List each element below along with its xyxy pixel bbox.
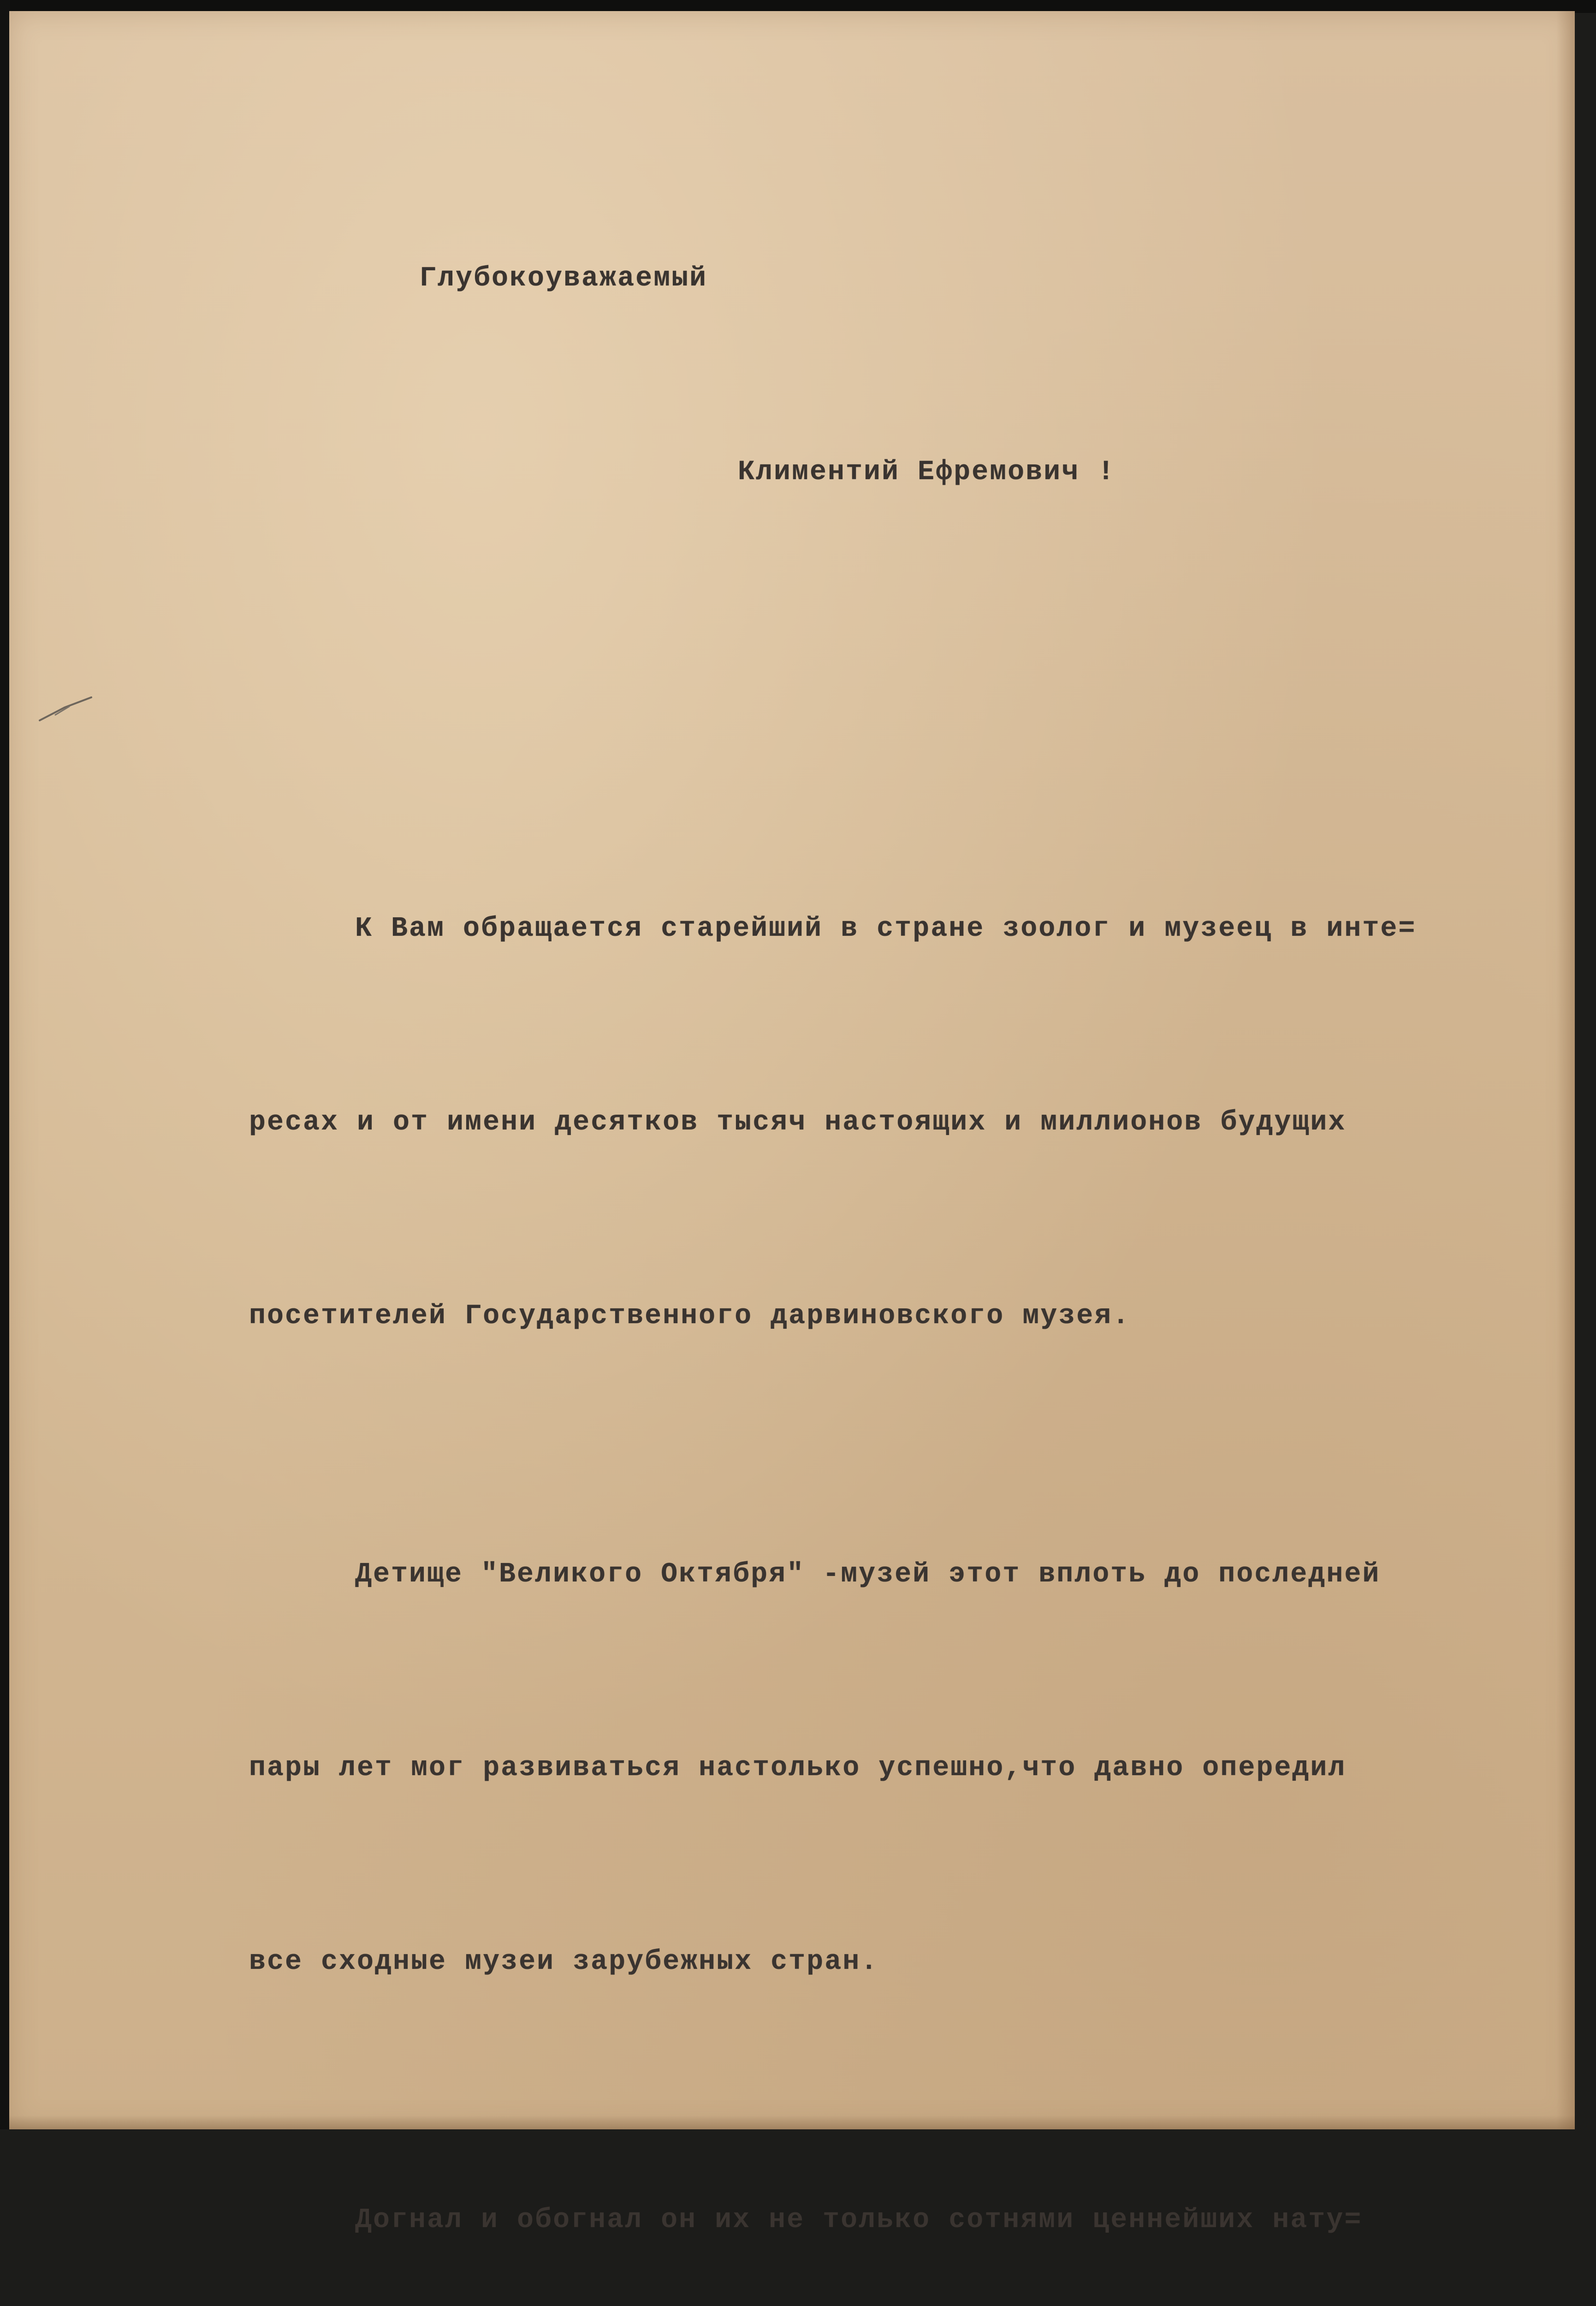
typewritten-page <box>9 11 1575 2236</box>
text-line: посетителей Государственного дарвиновского музея. <box>249 1301 1131 1332</box>
text-line: все сходные музеи зарубежных стран. <box>249 1946 879 1978</box>
letter-body <box>249 117 1540 2306</box>
text-line: Детище "Великого Октября" -музей этот вплоть до последней <box>355 1559 1381 1590</box>
pencil-margin-mark <box>37 689 101 726</box>
text-line: пары лет мог развиваться настолько успешно,что давно опередил <box>249 1753 1347 1784</box>
text-line: ресах и от имени десятков тысяч настоящих и миллионов будущих <box>249 1107 1347 1138</box>
salutation-line-1: Глубокоуважаемый <box>420 263 708 294</box>
salutation-line-2: Климентий Ефремович ! <box>738 457 1116 488</box>
blank-line <box>249 634 1540 703</box>
paper-edge-shadow <box>1556 11 1575 2129</box>
scan-border-left <box>0 0 10 2129</box>
text-line: К Вам обращается старейший в стране зоолог и музеец в инте= <box>355 913 1417 945</box>
text-line: Догнал и обогнал он их не только сотнями ценнейших нату= <box>355 2205 1363 2236</box>
